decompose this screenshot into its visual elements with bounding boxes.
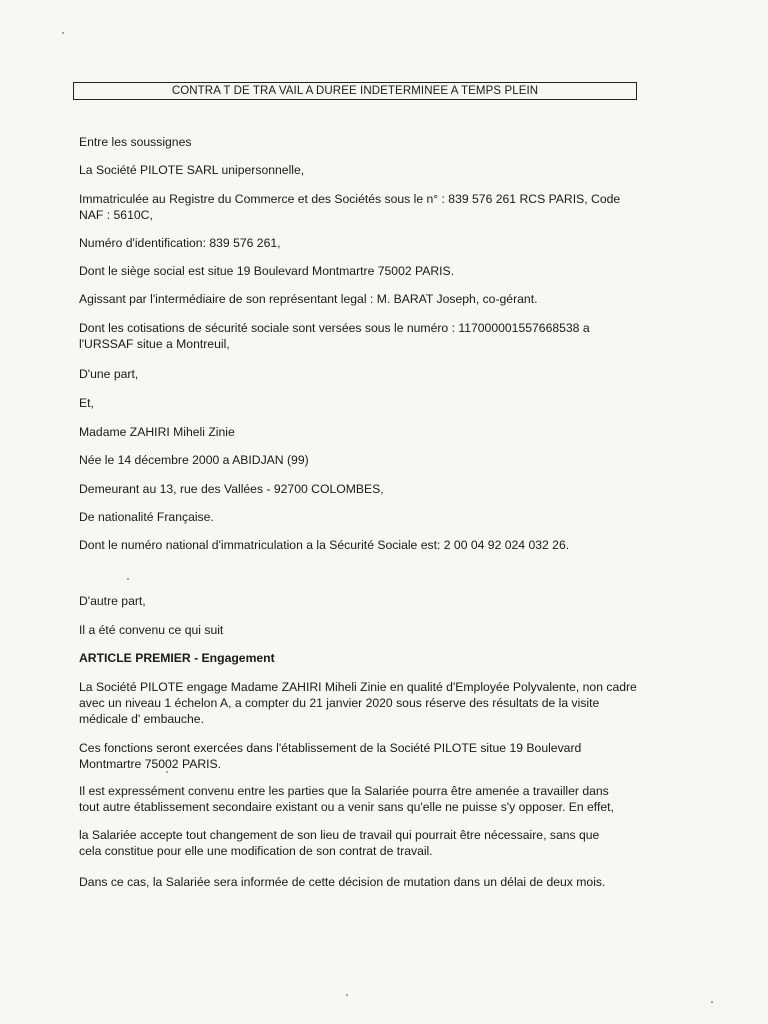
scan-speck bbox=[166, 771, 168, 773]
paragraph-second-party: D'autre part, bbox=[79, 594, 146, 608]
paragraph-mobility: Il est expressément convenu entre les parties que la Salariée pourra être amenée a travailler dans tout autre établissement secondaire existant ou a venir sans qu'elle ne puisse s'y opposer. En effet, bbox=[79, 784, 614, 814]
paragraph-social-security-number: Dont le numéro national d'immatriculation a la Sécurité Sociale est: 2 00 04 92 024 032 26. bbox=[79, 538, 570, 552]
paragraph-acceptance: la Salariée accepte tout changement de son lieu de travail qui pourrait être nécessaire, sans que cela constitue pour elle une modification de son contrat de travail. bbox=[79, 828, 600, 858]
article-heading: ARTICLE PREMIER - Engagement bbox=[79, 651, 275, 665]
paragraph-agreement: Il a été convenu ce qui suit bbox=[79, 623, 224, 637]
scan-speck bbox=[711, 1001, 713, 1003]
paragraph-head-office: Dont le siège social est situe 19 Boulevard Montmartre 75002 PARIS. bbox=[79, 264, 455, 278]
scan-speck bbox=[346, 994, 348, 996]
paragraph-representative: Agissant par l'intermédiaire de son représentant legal : M. BARAT Joseph, co-gérant. bbox=[79, 292, 538, 306]
paragraph-registration: Immatriculée au Registre du Commerce et des Sociétés sous le n° : 839 576 261 RCS PARIS, Code NAF : 5610C, bbox=[79, 192, 621, 222]
paragraph-engagement: La Société PILOTE engage Madame ZAHIRI Miheli Zinie en qualité d'Employée Polyvalente, non cadre avec un niveau 1 échelon A, a compter du 21 janvier 2020 sous réserve des résultats de la visite médicale d' embauche. bbox=[79, 680, 637, 726]
scan-speck bbox=[62, 32, 64, 34]
paragraph-employee-name: Madame ZAHIRI Miheli Zinie bbox=[79, 425, 235, 439]
paragraph-company-name: La Société PILOTE SARL unipersonnelle, bbox=[79, 163, 305, 177]
paragraph-social-security-contrib: Dont les cotisations de sécurité sociale sont versées sous le numéro : 117000001557668538 a l'URSSAF situe a Montreuil, bbox=[79, 321, 590, 351]
document-title: CONTRA T DE TRA VAIL A DUREE INDETERMINEE A TEMPS PLEIN bbox=[73, 82, 637, 100]
paragraph-identification: Numéro d'identification: 839 576 261, bbox=[79, 236, 281, 250]
paragraph-notice: Dans ce cas, la Salariée sera informée de cette décision de mutation dans un délai de deux mois. bbox=[79, 875, 606, 889]
paragraph-first-party: D'une part, bbox=[79, 367, 139, 381]
scan-speck bbox=[127, 578, 129, 580]
paragraph-birth: Née le 14 décembre 2000 a ABIDJAN (99) bbox=[79, 453, 309, 467]
paragraph-nationality: De nationalité Française. bbox=[79, 510, 214, 524]
paragraph-workplace: Ces fonctions seront exercées dans l'établissement de la Société PILOTE situe 19 Boulevard Montmartre 75002 PARIS. bbox=[79, 741, 582, 771]
paragraph-parties-intro: Entre les soussignes bbox=[79, 135, 192, 149]
paragraph-and: Et, bbox=[79, 396, 94, 410]
paragraph-address: Demeurant au 13, rue des Vallées - 92700 COLOMBES, bbox=[79, 482, 384, 496]
